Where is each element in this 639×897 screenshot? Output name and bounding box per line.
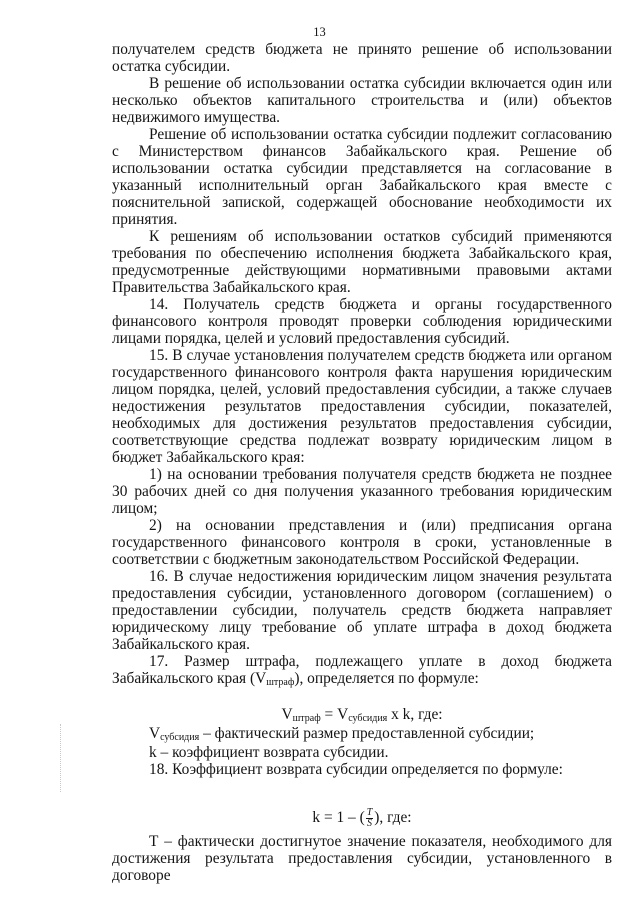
paragraph-item-14: 14. Получатель средств бюджета и органы государственного финансового контроля проводят проверки соблюдения юридическими лицами порядка, целей и условий предоставления субсидий.	[112, 296, 612, 347]
paragraph-decision-approval: Решение об использовании остатка субсидии подлежит согласованию с Министерством финансов Забайкальского края. Решение об использовании остатка субсидии представляется на согласование в указанный исполнительный орган Забайкальского края вместе с пояснительной запиской, содержащей обоснование необходимости их принятия.	[112, 126, 612, 228]
coefficient-formula	[112, 808, 612, 829]
fraction-numerator: T	[366, 807, 373, 818]
paragraph-decision-content: В решение об использовании остатка субсидии включается один или несколько объектов капитального строительства и (или) объектов недвижимого имущества.	[112, 75, 612, 126]
paragraph-item-16: 16. В случае недостижения юридическим лицом значения результата предоставления субсидии, установленного договором (соглашением) о предоставлении субсидии, получатель средств бюджета направляет юридическому лицу требование об уплате штрафа в доход бюджета Забайкальского края.	[112, 568, 612, 653]
item-17-subscript: штраф	[266, 677, 295, 688]
document-body	[112, 41, 612, 884]
formula1-rhs-subscript: субсидия	[348, 713, 388, 724]
paragraph-item-15-2: 2) на основании представления и (или) предписания органа государственного финансового контроля в сроки, установленные в соответствии с бюджетным законодательством Российской Федерации.	[112, 517, 612, 568]
paragraph-continuation: получателем средств бюджета не принято решение об использовании остатка субсидии.	[112, 41, 612, 75]
formula2-tail: ), где:	[374, 809, 412, 827]
formula2-fraction	[366, 808, 374, 829]
fraction-denominator: S	[366, 818, 372, 829]
definition-v-subsidy	[112, 725, 612, 744]
paragraph-item-17	[112, 653, 612, 689]
paragraph-decision-requirements: К решениям об использовании остатков субсидий применяются требования по обеспечению исполнения бюджета Забайкальского края, предусмотренные действующими нормативными правовыми актами Правительства Забайкальского края.	[112, 228, 612, 296]
penalty-formula	[112, 706, 612, 725]
def-v-symbol: V	[149, 725, 161, 742]
paragraph-item-15: 15. В случае установления получателем средств бюджета или органом государственного финансового контроля факта нарушения юридическим лицом порядка, целей, условий предоставления субсидии, а также случаев недостижения результатов предоставления субсидии, показателей, необходимых для достижения результатов предоставления субсидии, соответствующие средства подлежат возврату юридическим лицом в бюджет Забайкальского края:	[112, 347, 612, 466]
paragraph-item-18: 18. Коэффициент возврата субсидии определяется по формуле:	[149, 761, 563, 778]
formula1-tail: x k, где:	[387, 706, 443, 723]
formula1-eq: = V	[320, 706, 349, 723]
def-v-text: – фактический размер предоставленной субсидии;	[199, 725, 535, 742]
formula1-lhs: V	[281, 706, 293, 723]
definition-t: Т – фактически достигнутое значение показателя, необходимого для достижения результата предоставления субсидии, установленного в договоре	[112, 833, 612, 884]
page-number: 13	[313, 25, 326, 39]
item-17-text: 17. Размер штрафа, подлежащего уплате в доход бюджета Забайкальского края (V	[112, 653, 612, 687]
margin-scan-mark	[60, 724, 63, 792]
definition-k: k – коэффициент возврата субсидии.	[149, 744, 389, 761]
formula2-lhs: k = 1 – (	[312, 809, 365, 827]
paragraph-item-15-1: 1) на основании требования получателя средств бюджета не позднее 30 рабочих дней со дня получения указанного требования юридическим лицом;	[112, 466, 612, 517]
item-17-tail: ), определяется по формуле:	[294, 670, 479, 687]
def-v-subscript: субсидия	[160, 732, 200, 743]
formula1-lhs-subscript: штраф	[292, 713, 321, 724]
